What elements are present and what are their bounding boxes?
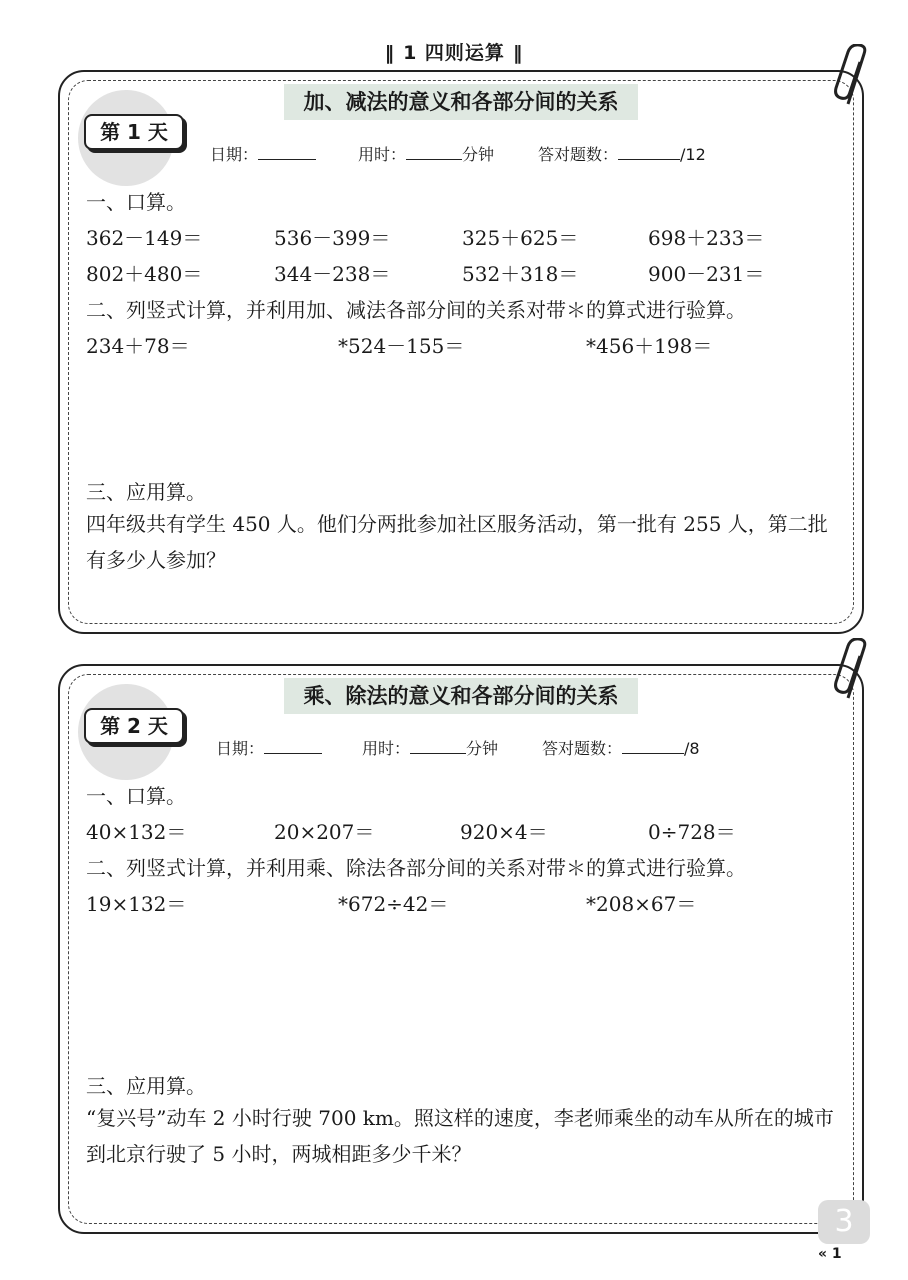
day1-score-blank[interactable] xyxy=(618,145,680,160)
day1-oral-3: 325＋625＝ xyxy=(462,226,579,250)
day2-oral-2: 20×207＝ xyxy=(274,820,375,844)
day2-section2-title: 二、列竖式计算，并利用乘、除法各部分间的关系对带＊的算式进行验算。 xyxy=(86,856,746,880)
day1-vertical-1: 234＋78＝ xyxy=(86,334,190,358)
day1-time-blank[interactable] xyxy=(406,145,462,160)
paperclip-icon xyxy=(834,44,874,110)
page-number: 3 xyxy=(818,1200,870,1244)
chapter-title: ‖ 1 四则运算 ‖ xyxy=(384,42,524,64)
day1-score: 答对题数： /12 xyxy=(538,145,706,164)
day2-score: 答对题数： /8 xyxy=(542,739,700,758)
day1-oral-1: 362－149＝ xyxy=(86,226,203,250)
day1-vertical-2: *524－155＝ xyxy=(338,334,465,358)
day1-section2-title: 二、列竖式计算，并利用加、减法各部分间的关系对带＊的算式进行验算。 xyxy=(86,298,746,322)
day2-date: 日期： xyxy=(216,736,322,759)
day2-card xyxy=(58,664,864,1234)
day1-vertical-3: *456＋198＝ xyxy=(586,334,713,358)
day2-oral-3: 920×4＝ xyxy=(460,820,548,844)
day1-section3-title: 三、应用算。 xyxy=(86,480,206,504)
day1-card xyxy=(58,70,864,634)
day2-vertical-2: *672÷42＝ xyxy=(338,892,449,916)
day1-word-problem: 四年级共有学生 450 人。他们分两批参加社区服务活动，第一批有 255 人，第二批有多少人参加？ xyxy=(86,512,828,572)
day1-time: 用时： 分钟 xyxy=(358,145,495,164)
day1-badge: 第 1 天 xyxy=(84,114,184,150)
day2-badge: 第 2 天 xyxy=(84,708,184,744)
chapter-title-text: 1 四则运算 xyxy=(403,42,505,64)
day1-date: 日期： xyxy=(210,142,316,165)
day1-section1-title: 一、口算。 xyxy=(86,190,186,214)
paperclip-icon xyxy=(834,638,874,704)
day2-topic: 乘、除法的意义和各部分间的关系 xyxy=(284,678,638,714)
day2-vertical-3: *208×67＝ xyxy=(586,892,697,916)
day1-oral-6: 344－238＝ xyxy=(274,262,391,286)
day2-time-blank[interactable] xyxy=(410,739,466,754)
day2-section3-title: 三、应用算。 xyxy=(86,1074,206,1098)
day2-oral-1: 40×132＝ xyxy=(86,820,187,844)
day2-time: 用时： 分钟 xyxy=(362,739,499,758)
day1-oral-4: 698＋233＝ xyxy=(648,226,765,250)
day1-oral-8: 900－231＝ xyxy=(648,262,765,286)
day1-oral-2: 536－399＝ xyxy=(274,226,391,250)
day1-oral-5: 802＋480＝ xyxy=(86,262,203,286)
footer-page-marker: « 1 xyxy=(818,1246,842,1262)
day2-date-blank[interactable] xyxy=(264,739,322,754)
day1-date-blank[interactable] xyxy=(258,145,316,160)
day1-oral-7: 532＋318＝ xyxy=(462,262,579,286)
day1-topic: 加、减法的意义和各部分间的关系 xyxy=(284,84,638,120)
day2-oral-4: 0÷728＝ xyxy=(648,820,736,844)
day2-word-problem: “复兴号”动车 2 小时行驶 700 km。照这样的速度，李老师乘坐的动车从所在的城市到北京行驶了 5 小时，两城相距多少千米？ xyxy=(86,1106,834,1166)
day2-vertical-1: 19×132＝ xyxy=(86,892,187,916)
day2-score-blank[interactable] xyxy=(622,739,684,754)
day2-section1-title: 一、口算。 xyxy=(86,784,186,808)
